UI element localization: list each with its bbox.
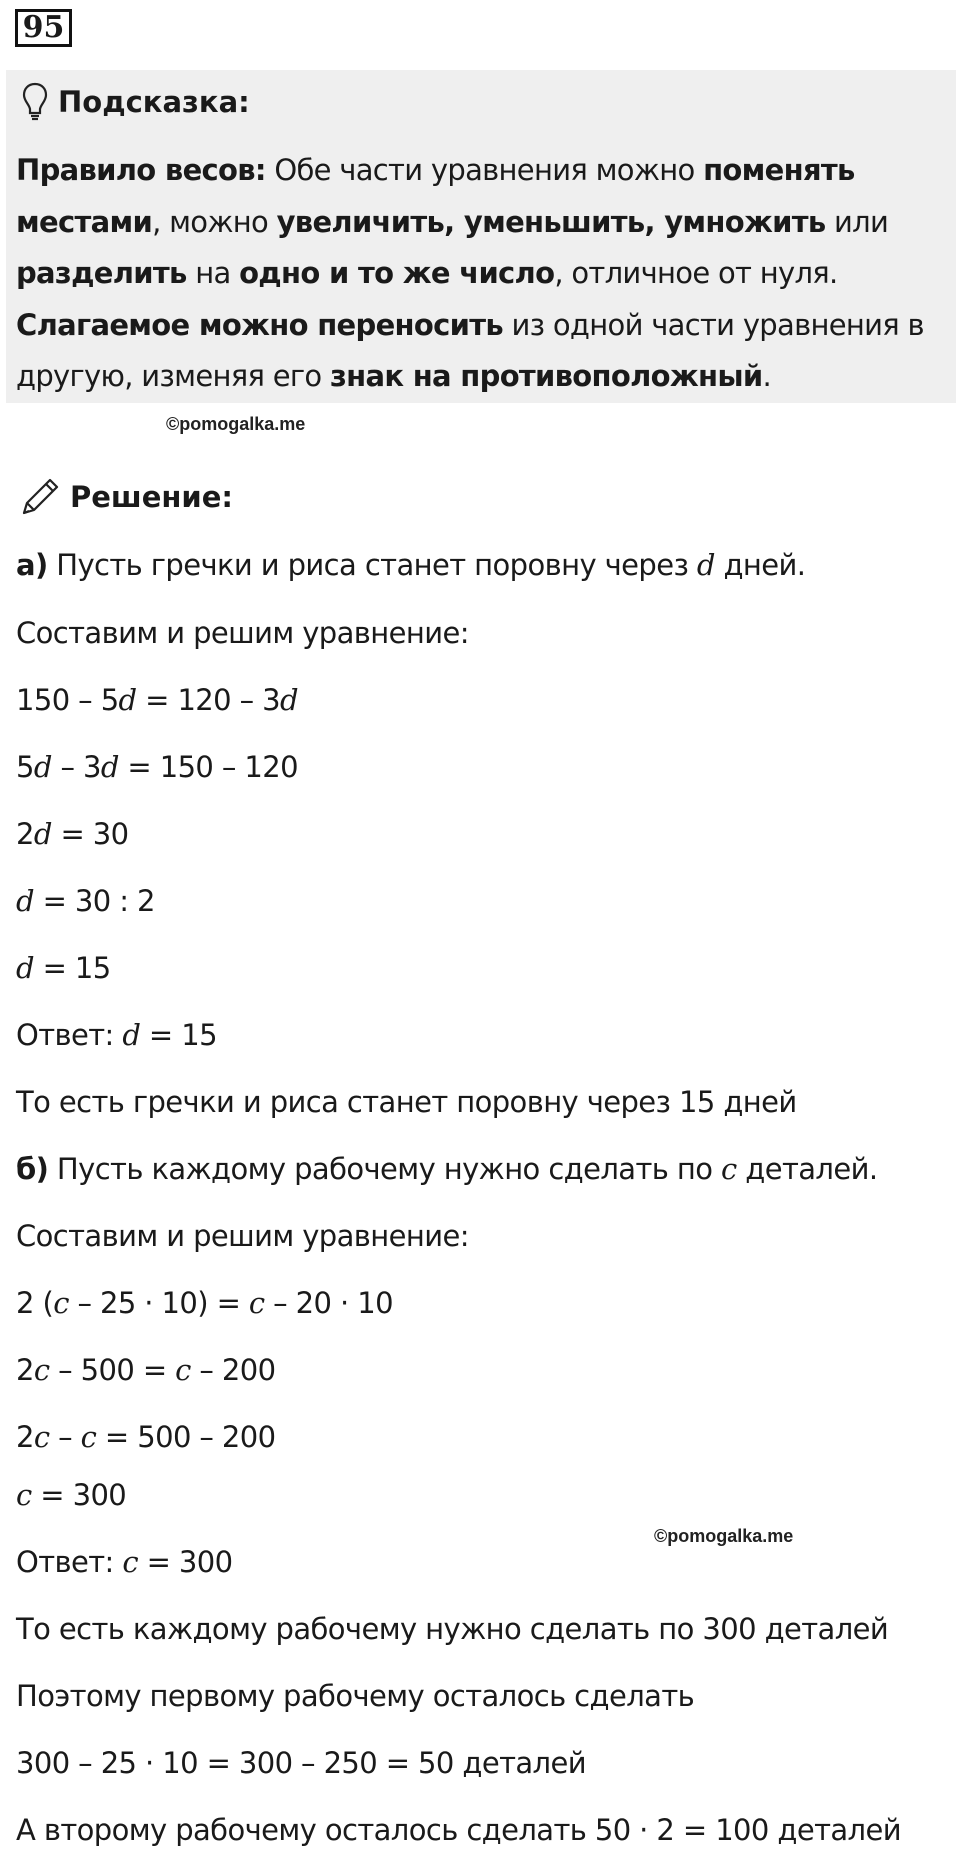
variable: d bbox=[16, 951, 34, 985]
eq-part: – 3 bbox=[51, 750, 101, 784]
eq-part: 5 bbox=[16, 750, 34, 784]
part-b-intro bbox=[16, 1152, 877, 1186]
variable: d bbox=[118, 683, 137, 717]
lightbulb-icon bbox=[22, 82, 48, 122]
eq-part: 2 bbox=[16, 1353, 34, 1387]
part-a-intro bbox=[16, 548, 805, 582]
solution-title: Решение: bbox=[70, 480, 234, 514]
variable: c bbox=[16, 1478, 32, 1512]
eq-part: = 300 bbox=[138, 1545, 233, 1579]
watermark: ©pomogalka.me bbox=[166, 414, 306, 434]
hint-text-span: или bbox=[825, 204, 889, 239]
hint-text-span: Обе части уравнения можно bbox=[265, 153, 704, 187]
hint-bold-span: увеличить, уменьшить, умножить bbox=[276, 204, 826, 239]
hint-box bbox=[6, 70, 956, 403]
first-worker-line: Поэтому первому рабочему осталось сделать bbox=[16, 1679, 695, 1713]
variable: c bbox=[33, 1420, 50, 1454]
watermark: ©pomogalka.me bbox=[654, 1526, 794, 1546]
text-span: деталей. bbox=[736, 1152, 878, 1186]
equation-line bbox=[16, 750, 298, 784]
eq-part: = 30 : 2 bbox=[33, 884, 155, 918]
task-number: 95 bbox=[15, 9, 72, 47]
hint-bold-span: поменять местами bbox=[16, 153, 855, 239]
equation-line bbox=[16, 1478, 126, 1512]
equation-line bbox=[16, 1286, 393, 1320]
hint-text-span: . bbox=[762, 359, 772, 393]
part-label: а) bbox=[16, 548, 48, 582]
hint-text-span: на bbox=[186, 256, 240, 290]
eq-part: = 15 bbox=[140, 1018, 217, 1052]
answer-a bbox=[16, 1018, 217, 1052]
variable: c bbox=[80, 1420, 97, 1454]
equation-line bbox=[16, 683, 298, 717]
eq-part: Ответ: bbox=[16, 1545, 123, 1579]
text-span: Пусть гречки и риса станет поровну через bbox=[47, 548, 697, 582]
part-label: б) bbox=[16, 1152, 49, 1186]
variable: c bbox=[53, 1286, 69, 1320]
eq-part: = 500 – 200 bbox=[96, 1420, 276, 1454]
conclusion-a: То есть гречки и риса станет поровну через 15 дней bbox=[16, 1085, 797, 1119]
variable: d bbox=[33, 750, 52, 784]
eq-part: – bbox=[49, 1420, 81, 1454]
compose-equation-b: Составим и решим уравнение: bbox=[16, 1219, 469, 1253]
eq-part: – 200 bbox=[190, 1353, 276, 1387]
eq-part: – 500 = bbox=[49, 1353, 176, 1387]
eq-part: 2 bbox=[16, 1420, 34, 1454]
variable: d bbox=[696, 548, 715, 582]
eq-part: – 20 · 10 bbox=[264, 1286, 393, 1320]
eq-part: = 150 – 120 bbox=[118, 750, 298, 784]
answer-b bbox=[16, 1545, 233, 1579]
text-span: Пусть каждому рабочему нужно сделать по bbox=[48, 1152, 721, 1186]
eq-part: Ответ: bbox=[16, 1018, 123, 1052]
variable: c bbox=[33, 1353, 50, 1387]
equation-line bbox=[16, 1420, 276, 1454]
variable: c bbox=[721, 1152, 737, 1186]
pencil-icon bbox=[18, 475, 62, 519]
hint-bold-span: разделить bbox=[16, 256, 187, 290]
eq-part: = 120 – 3 bbox=[136, 683, 280, 717]
variable: c bbox=[122, 1545, 138, 1579]
first-worker-calc: 300 – 25 · 10 = 300 – 250 = 50 деталей bbox=[16, 1746, 586, 1780]
variable: d bbox=[33, 817, 52, 851]
second-worker-line: А второму рабочему осталось сделать 50 · 2 = 100 деталей bbox=[16, 1813, 901, 1847]
eq-part: = 300 bbox=[31, 1478, 127, 1512]
variable: c bbox=[248, 1286, 265, 1320]
hint-bold-span: Слагаемое можно переносить bbox=[16, 307, 503, 342]
eq-part: 2 bbox=[16, 817, 34, 851]
variable: d bbox=[100, 750, 119, 784]
eq-part: = 15 bbox=[33, 951, 111, 985]
conclusion-b: То есть каждому рабочему нужно сделать по 300 деталей bbox=[16, 1612, 889, 1646]
solution-header bbox=[18, 474, 233, 520]
hint-text bbox=[16, 145, 951, 403]
text-span: дней. bbox=[714, 548, 806, 582]
equation-line bbox=[16, 1353, 276, 1387]
variable: d bbox=[280, 683, 298, 717]
variable: d bbox=[16, 884, 34, 918]
hint-text-span: , можно bbox=[152, 204, 277, 239]
hint-text-span: , отличное от нуля. bbox=[554, 256, 838, 290]
equation-line bbox=[16, 817, 128, 851]
hint-rule-name: Правило весов: bbox=[16, 153, 266, 187]
hint-header bbox=[22, 80, 250, 124]
variable: c bbox=[175, 1353, 191, 1387]
hint-text-span: из одной части уравнения в другую, изменяя его bbox=[16, 307, 924, 393]
compose-equation-a: Составим и решим уравнение: bbox=[16, 616, 469, 650]
hint-bold-span: одно и то же число bbox=[239, 256, 555, 290]
hint-title: Подсказка: bbox=[58, 85, 250, 119]
eq-part: 2 ( bbox=[16, 1286, 54, 1320]
equation-line bbox=[16, 951, 111, 985]
variable: d bbox=[122, 1018, 141, 1052]
eq-part: 150 – 5 bbox=[16, 683, 119, 717]
eq-part: – 25 · 10) = bbox=[68, 1286, 249, 1320]
hint-bold-span: знак на противоположный bbox=[329, 359, 763, 393]
equation-line bbox=[16, 884, 155, 918]
eq-part: = 30 bbox=[51, 817, 129, 851]
